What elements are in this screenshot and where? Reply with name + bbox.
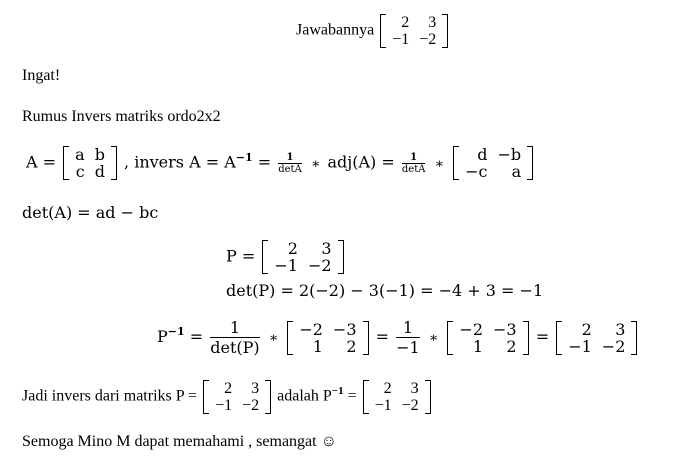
adj-matrix [453,146,533,180]
closing-text: Semoga Mino M dapat memahami , semangat ☺ [22,433,337,450]
matrix-cell: −1 [374,397,392,414]
conclusion-text2: adalah P [277,387,332,405]
matrix-cell: −2 [419,31,437,48]
inv-frac1: $\frac{1}{\det(P)}$ [210,318,260,357]
matrix-cell: −c [465,162,488,181]
inv-matrix-2 [447,321,528,355]
conclusion-sup: −1 [331,384,344,397]
inv-eq3: = [535,327,550,346]
rumus-title: Rumus Invers matriks ordo2x2 [22,108,221,125]
matrix-cell: 2 [506,336,517,356]
matrix-cell: 3 [428,14,437,31]
matrix-cell: 2 [287,239,298,258]
inverse-formula [26,146,535,180]
matrix-cell: −2 [307,256,332,275]
p-label: P = [226,246,256,266]
answer-header [296,14,450,48]
inv-asterisk-1: ∗ [268,330,279,346]
matrix-cell: 1 [312,336,323,356]
matrix-cell: 2 [224,380,233,397]
inv-asterisk-2: ∗ [428,330,439,346]
formula-text1: , invers A = A [124,152,236,172]
conclusion-p-matrix [203,380,271,414]
matrix-cell: 2 [581,319,592,339]
det-p-line: det(P) = 2(−2) − 3(−1) = −4 + 3 = −1 [226,281,544,300]
matrix-cell: −1 [392,31,410,48]
inv-eq1: = [189,327,204,346]
inverse-calculation [157,318,639,357]
formula-inv-sup: −1 [235,150,253,164]
matrix-cell: 3 [321,239,332,258]
matrix-cell: d [94,162,105,181]
ingat-text: Ingat! [22,67,61,84]
conclusion-result-matrix [363,380,431,414]
formula-adj: adj(A) = [327,152,395,172]
matrix-cell: −3 [493,319,517,339]
matrix-cell: 2 [401,14,410,31]
formula-lhs: A = [26,152,57,172]
matrix-cell: 2 [346,336,357,356]
inv-eq2: = [375,327,390,346]
matrix-cell: −2 [299,319,323,339]
matrix-cell: 3 [251,380,260,397]
matrix-cell: −2 [459,319,483,339]
matrix-cell: 3 [410,380,419,397]
matrix-cell: −1 [215,397,233,414]
matrix-cell: −3 [332,319,357,339]
matrix-cell: −2 [601,336,626,356]
matrix-a [63,146,117,180]
asterisk-1: ∗ [310,155,321,172]
matrix-cell: −1 [568,336,592,356]
inv-result-matrix [556,321,637,355]
answer-label: Jawabannya [296,21,375,39]
matrix-cell: −1 [274,256,298,275]
conclusion-line [22,380,433,414]
det-formula: det(A) = ad − bc [22,203,159,222]
conclusion-eq: = [347,387,357,405]
matrix-cell: c [75,162,85,181]
matrix-cell: d [477,145,488,164]
matrix-cell: b [94,145,105,164]
inv-lhs: P [157,327,168,346]
inv-matrix-1 [287,321,368,355]
matrix-cell: 2 [383,380,392,397]
matrix-cell: −b [497,145,522,164]
formula-frac2: $\frac{1}{\det A}$ [401,151,426,175]
matrix-cell: a [75,145,85,164]
conclusion-text1: Jadi invers dari matriks P = [22,387,198,405]
formula-eq1: = [257,152,272,172]
matrix-cell: −2 [401,397,419,414]
matrix-cell: a [511,162,522,181]
asterisk-2: ∗ [434,155,445,172]
answer-matrix [380,14,448,48]
matrix-cell: −2 [242,397,260,414]
matrix-cell: 3 [615,319,626,339]
matrix-cell: 1 [472,336,483,356]
formula-frac1: $\frac{1}{\det A}$ [278,151,302,175]
p-matrix [262,240,343,274]
inv-sup: −1 [167,325,185,338]
p-definition [226,240,346,274]
inv-frac2: $\frac{1}{-1}$ [396,318,420,357]
